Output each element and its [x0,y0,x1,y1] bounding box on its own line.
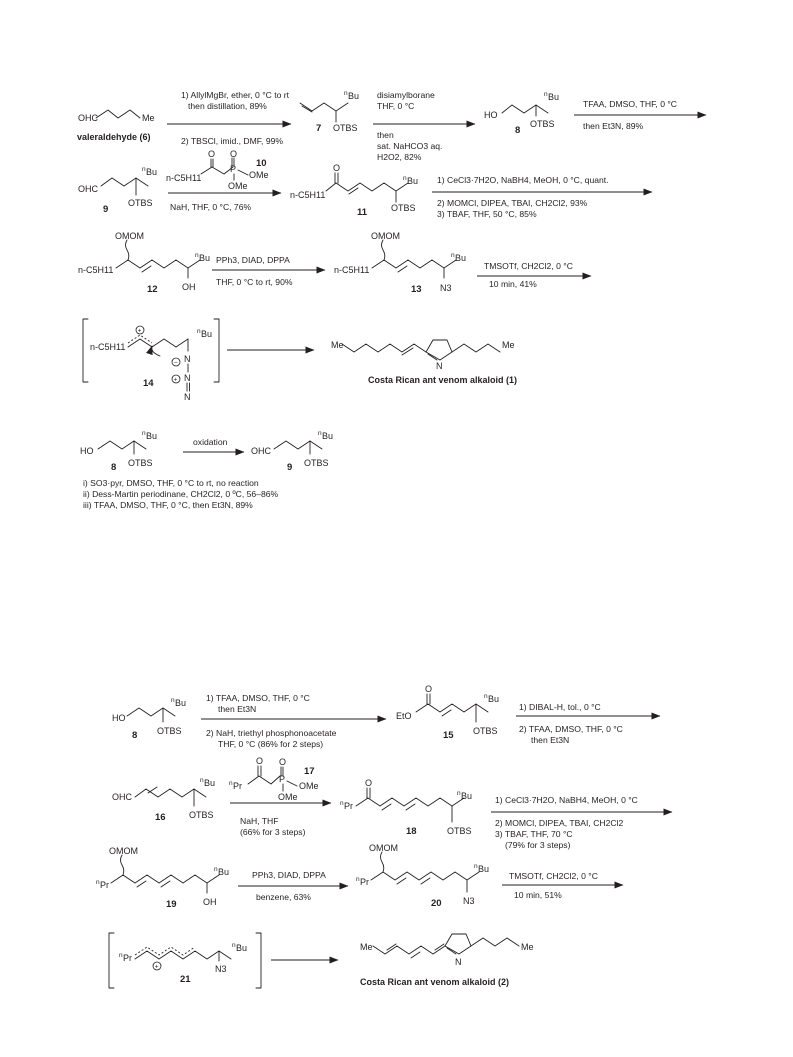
compound-number-16: 16 [155,812,166,823]
otbs-label: OTBS [128,198,153,208]
reagents-step3 [240,816,306,837]
omom-label: OMOM [115,231,144,241]
bu-label: Bu [199,253,211,263]
reagent-line: 2) TFAA, DMSO, THF, 0 °C [519,724,623,734]
svg-text:n: n [197,328,201,335]
propyl-label: Pr [360,877,369,887]
svg-text:−: − [174,359,178,367]
svg-text:n: n [142,430,146,437]
svg-text:N: N [184,354,191,364]
reagent-line: then Et3N [218,704,257,714]
reagent-line: then Et3N [531,735,570,745]
compound-7-structure [300,90,359,134]
ho-label: HO [112,713,126,723]
svg-text:n: n [229,780,233,787]
compound-9-structure [251,430,333,473]
reagent-line: 1) TFAA, DMSO, THF, 0 °C [206,693,310,703]
omom-label: OMOM [109,846,138,856]
eto-label: EtO [396,711,412,721]
ome-label: OMe [249,170,269,180]
svg-text:n: n [484,693,488,700]
reagent-line: 10 min, 41% [489,279,537,289]
svg-text:N: N [184,392,191,402]
svg-text:n: n [544,91,548,98]
compound-number-20: 20 [431,898,442,909]
reagent-line: PPh3, DIAD, DPPA [216,255,290,265]
ho-label: HO [80,446,94,456]
otbs-label: OTBS [473,726,498,736]
svg-text:n: n [214,866,218,873]
reagent-line: then distillation, 89% [188,101,267,111]
scheme-2 [80,430,333,510]
reagent-line: disiamylborane [377,90,435,100]
compound-number-10: 10 [256,158,267,169]
reagent-line: 1) AllylMgBr, ether, 0 °C to rt [181,90,290,100]
reagent-line: NaH, THF, 0 °C, 76% [170,202,252,212]
svg-text:n: n [232,942,236,949]
compound-9-structure [78,166,157,215]
bu-label: Bu [407,176,419,186]
bu-label: Bu [201,329,213,339]
otbs-label: OTBS [128,458,153,468]
reagent-line: 10 min, 51% [514,890,562,900]
n-label: N [455,957,462,967]
me-label: Me [521,942,534,952]
compound-name-product-2: Costa Rican ant venom alkaloid (2) [360,977,510,987]
reagent-line: THF, 0 °C [377,101,415,111]
svg-text:n: n [451,252,455,259]
reagents-step1 [206,693,337,749]
otbs-label: OTBS [157,726,182,736]
reagents-step2 [519,702,623,745]
bu-label: Bu [218,867,230,877]
bu-label: Bu [146,431,158,441]
reagent-line: THF, 0 °C (86% for 2 steps) [218,739,324,749]
scheme-1 [77,90,706,402]
reagent-line: sat. NaHCO3 aq. [377,141,443,151]
svg-text:n: n [457,790,461,797]
o-label: O [333,163,341,173]
otbs-label: OTBS [333,123,358,133]
oxidation-conditions [83,478,279,510]
reagent-line: TMSOTf, CH2Cl2, 0 °C [509,871,598,881]
azide-label: N3 [463,896,475,906]
compound-12-structure [78,231,210,295]
bu-label: Bu [236,943,248,953]
reagent-line: TFAA, DMSO, THF, 0 °C [583,99,678,109]
product-1-structure [331,340,517,385]
cho-label: OHC [112,792,132,802]
condition-line: iii) TFAA, DMSO, THF, 0 °C, then Et3N, 89% [83,500,253,510]
me-label: Me [360,942,373,952]
pentyl-label: n-C5H11 [290,190,326,200]
reagent-line: (79% for 3 steps) [505,840,571,850]
bu-label: Bu [146,167,158,177]
reagents-step5 [437,175,609,219]
bu-label: Bu [461,791,473,801]
compound-number-15: 15 [443,730,454,741]
svg-text:n: n [142,166,146,173]
cho-label: OHC [78,113,98,123]
otbs-label: OTBS [189,810,214,820]
condition-line: i) SO3·pyr, DMSO, THF, 0 °C to rt, no reaction [83,478,259,488]
reagent-line: NaH, THF [240,816,279,826]
bu-label: Bu [455,253,467,263]
reagent-line: 2) TBSCl, imid., DMF, 99% [181,136,284,146]
ho-label: HO [484,110,498,120]
oxidation-label: oxidation [193,437,228,447]
svg-text:n: n [171,697,175,704]
omom-label: OMOM [371,231,400,241]
compound-number-7: 7 [316,123,322,134]
propyl-label: Pr [123,953,132,963]
svg-text:+: + [154,963,159,971]
reagents-step4 [495,795,638,850]
compound-number-13: 13 [411,284,422,295]
scheme-3 [96,684,672,988]
bu-label: Bu [348,91,360,101]
me-label: Me [502,340,515,350]
reagents-step6 [216,255,293,287]
reagent-line: (66% for 3 steps) [240,827,306,837]
bu-label: Bu [548,92,560,102]
o-label: O [365,778,373,788]
propyl-label: Pr [100,880,109,890]
o-label: O [279,757,287,767]
reagents-step1 [181,90,290,146]
reagent-line: then [377,130,394,140]
ome-label: OMe [228,181,248,191]
ome-label: OMe [278,792,298,802]
svg-text:n: n [340,800,344,807]
reagent-line: benzene, 63% [256,892,311,902]
pentyl-label: n-C5H11 [90,342,126,352]
me-label: Me [331,340,344,350]
propyl-label: Pr [233,781,242,791]
compound-18-structure [340,778,472,837]
compound-13-structure [334,231,466,295]
reagent-line: 1) CeCl3·7H2O, NaBH4, MeOH, 0 °C, quant. [437,175,609,185]
compound-8-structure [80,430,157,473]
otbs-label: OTBS [447,826,472,836]
product-2-structure [360,934,534,987]
compound-15-structure [396,684,499,741]
oh-label: OH [182,282,196,292]
reagent-line: TMSOTf, CH2Cl2, 0 °C [484,261,573,271]
intermediate-14-structure [83,319,219,402]
compound-number-21: 21 [180,974,191,985]
svg-text:+: + [137,327,142,335]
compound-19-structure [96,846,229,910]
compound-20-structure [356,843,489,909]
intermediate-21-structure [109,933,261,988]
reagent-line: 2) MOMCl, DIPEA, TBAI, CH2Cl2 [495,818,624,828]
omom-label: OMOM [369,843,398,853]
bu-label: Bu [478,864,490,874]
reagent-line: 2) MOMCl, DIPEA, TBAI, CH2Cl2, 93% [437,198,588,208]
compound-11-structure [290,163,418,218]
azide-label: N3 [440,283,452,293]
n-label: N [436,361,443,371]
compound-number-9: 9 [103,204,109,215]
reagent-17-structure [229,756,319,802]
reagent-line: PPh3, DIAD, DPPA [252,870,326,880]
reagent-line: THF, 0 °C to rt, 90% [216,277,293,287]
svg-text:n: n [195,252,199,259]
otbs-label: OTBS [391,203,416,213]
svg-text:n: n [200,777,204,784]
bu-label: Bu [175,698,187,708]
otbs-label: OTBS [530,119,555,129]
compound-number-17: 17 [304,766,315,777]
bu-label: Bu [488,694,500,704]
pentyl-label: n-C5H11 [166,173,202,183]
cho-label: OHC [78,184,98,194]
compound-number-19: 19 [166,899,177,910]
svg-text:O: O [230,149,238,159]
compound-number-12: 12 [147,284,158,295]
cho-label: OHC [251,446,271,456]
reagents-step2 [377,90,442,162]
compound-name-product-1: Costa Rican ant venom alkaloid (1) [368,375,518,385]
reagent-line: 3) TBAF, THF, 50 °C, 85% [437,209,537,219]
svg-text:N: N [184,373,191,383]
svg-text:n: n [96,879,100,886]
svg-text:n: n [356,876,360,883]
svg-text:n: n [474,863,478,870]
reagent-line: then Et3N, 89% [583,121,644,131]
reagent-10-structure [166,149,269,191]
compound-number-8: 8 [111,462,117,473]
svg-text:n: n [318,430,322,437]
p-label: P [230,164,237,174]
reagents-step7 [484,261,573,289]
condition-line: ii) Dess-Martin periodinane, CH2Cl2, 0 ºC, 56–86% [83,489,279,499]
o-label: O [256,756,264,766]
o-label: O [208,149,216,159]
otbs-label: OTBS [304,458,329,468]
pentyl-label: n-C5H11 [334,265,370,275]
compound-name-valeraldehyde: valeraldehyde (6) [77,132,151,142]
svg-text:n: n [344,90,348,97]
compound-number-8: 8 [132,730,138,741]
oh-label: OH [203,897,217,907]
valeraldehyde-structure [77,110,155,142]
reagent-line: 1) DIBAL-H, tol., 0 °C [519,702,601,712]
svg-text:n: n [119,952,123,959]
propyl-label: Pr [344,801,353,811]
compound-number-18: 18 [406,826,417,837]
compound-8-structure [112,697,186,741]
me-label: Me [142,113,155,123]
p-label: P [279,774,286,784]
pentyl-label: n-C5H11 [78,265,114,275]
compound-16-structure [112,777,215,823]
compound-number-14: 14 [143,378,154,389]
compound-8-structure [484,91,559,136]
compound-number-9: 9 [287,462,293,473]
reagent-line: 2) NaH, triethyl phosphonoacetate [206,728,337,738]
svg-text:+: + [173,376,178,384]
bu-label: Bu [322,431,334,441]
bu-label: Bu [204,778,216,788]
o-label: O [425,684,433,694]
azide-label: N3 [215,964,227,974]
reagent-line: H2O2, 82% [377,152,422,162]
compound-number-11: 11 [357,207,368,218]
reagent-line: 1) CeCl3·7H2O, NaBH4, MeOH, 0 °C [495,795,638,805]
reagent-line: 3) TBAF, THF, 70 °C [495,829,573,839]
compound-number-8: 8 [515,125,521,136]
svg-text:n: n [403,175,407,182]
ome-label: OMe [299,781,319,791]
